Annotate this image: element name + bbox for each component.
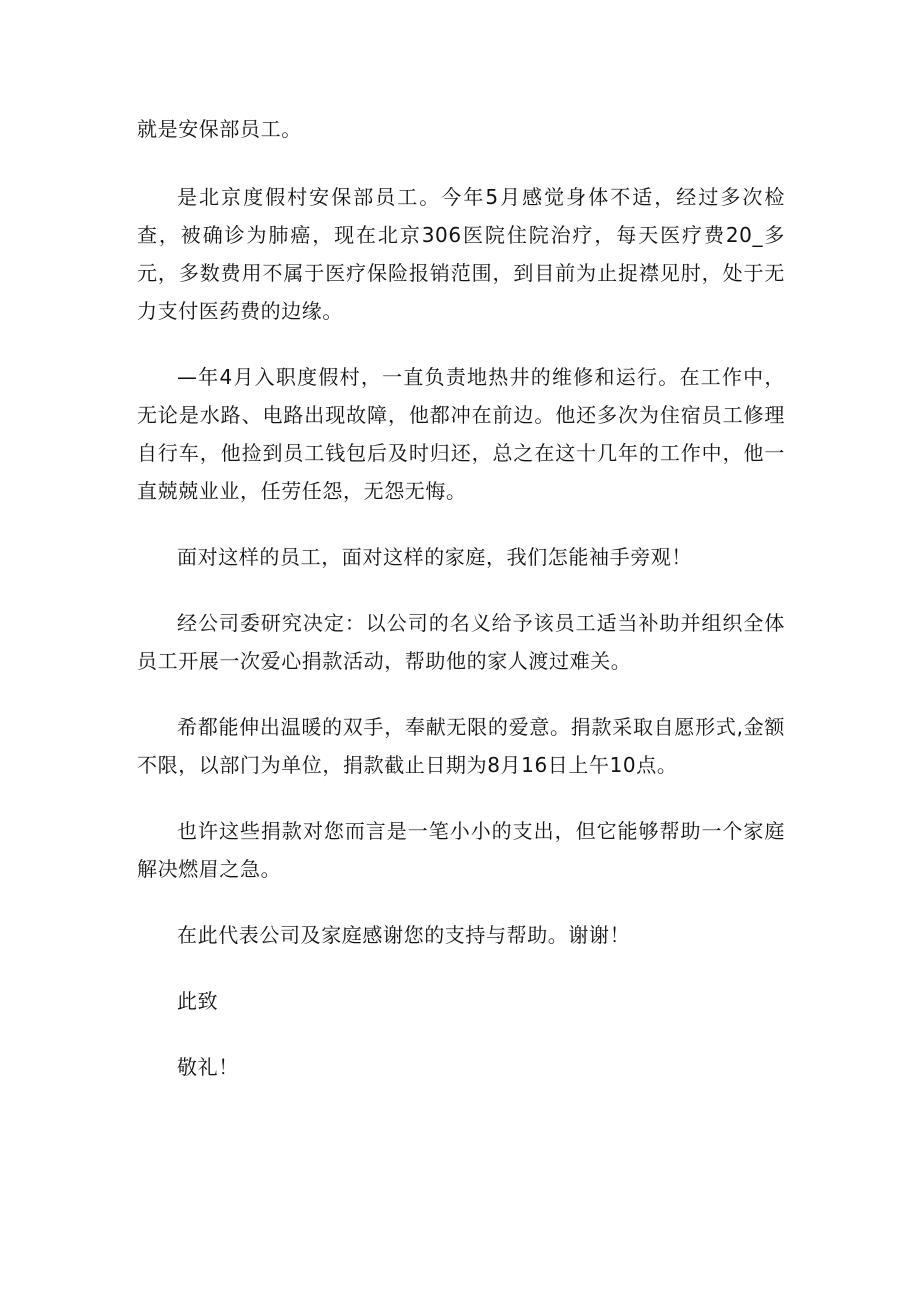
paragraph-thanks: 在此代表公司及家庭感谢您的支持与帮助。谢谢！ [177, 923, 631, 947]
paragraph-appeal: 面对这样的员工，面对这样的家庭，我们怎能袖手旁观！ [177, 545, 692, 569]
paragraph-decision: 经公司委研究决定：以公司的名义给予该员工适当补助并组织全体员工开展一次爱心捐款活动，帮助他的家人渡过难关。 [137, 611, 785, 673]
paragraph-work-history: —年4月入职度假村，一直负责地热井的维修和运行。在工作中，无论是水路、电路出现故障，他都冲在前边。他还多次为住宿员工修理自行车，他捡到员工钱包后及时归还，总之在这十几年的工作中，他一直兢兢业业，任劳任怨，无怨无悔。 [137, 365, 785, 503]
closing-salutation: 此致 [177, 989, 219, 1013]
paragraph-donation-details: 希都能伸出温暖的双手，奉献无限的爱意。捐款采取自愿形式,金额不限，以部门为单位，捐款截止日期为8月16日上午10点。 [137, 715, 785, 777]
paragraph-impact: 也许这些捐款对您而言是一笔小小的支出，但它能够帮助一个家庭解决燃眉之急。 [137, 819, 785, 881]
closing-regards: 敬礼！ [177, 1055, 239, 1079]
paragraph-diagnosis: 是北京度假村安保部员工。今年5月感觉身体不适，经过多次检查，被确诊为肺癌，现在北京306医院住院治疗，每天医疗费20_多元，多数费用不属于医疗保险报销范围，到目前为止捉襟见肘，处于无力支付医药费的边缘。 [137, 185, 785, 323]
paragraph-intro: 就是安保部员工。 [137, 117, 302, 141]
